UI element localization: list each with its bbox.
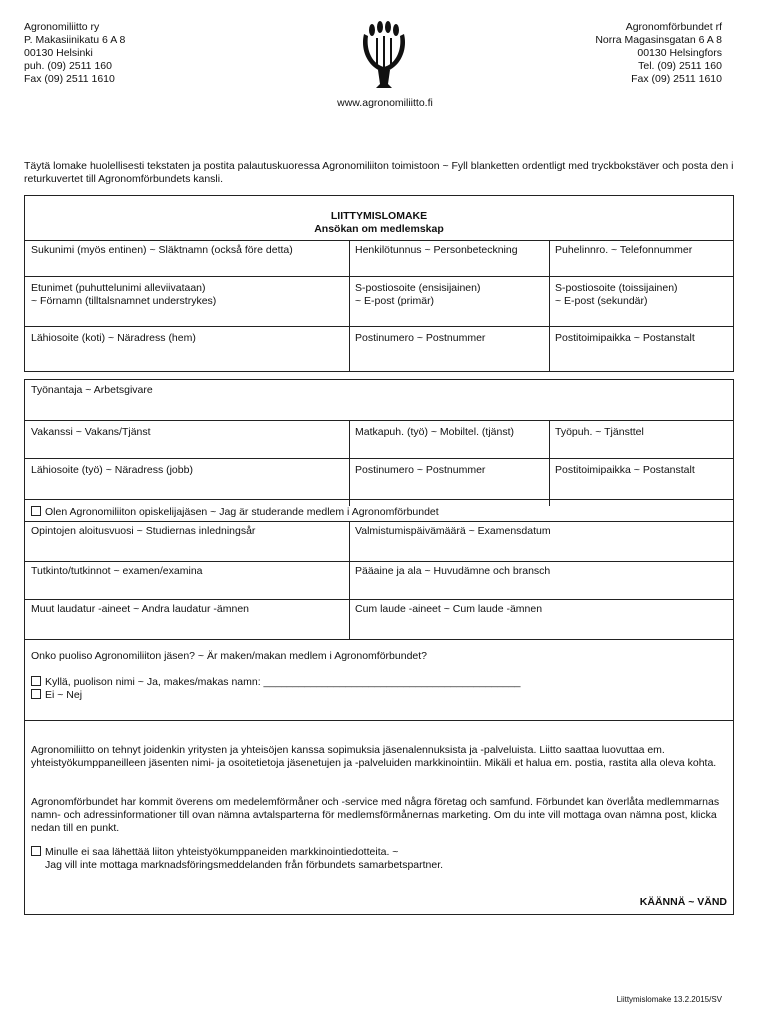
postoffice-label: Postitoimipaikka ~ Postanstalt — [555, 332, 695, 344]
lyre-logo-icon — [358, 20, 410, 92]
secondary-email-label: S-postiosoite (toissijainen) — [555, 282, 678, 294]
sender-address-sv — [595, 21, 722, 86]
degree-label: Tutkinto/tutkinnot ~ examen/examina — [31, 565, 203, 577]
website-link[interactable]: www.agronomiliitto.fi — [337, 97, 433, 109]
street-sv: Norra Magasinsgatan 6 A 8 — [595, 34, 722, 46]
primary-email-label: S-postiosoite (ensisijainen) — [355, 282, 481, 294]
personal-info-section — [24, 195, 734, 372]
marketing-text-sv: Agronomförbundet har kommit överens om medelemförmåner och -service med några företag och samfund. Förbundet kan överlåta medlemmarnas namn- och adressinformationer till ovan nämna avtalsparterna för medlemsförmånernas marketing. Om du inte vill mottaga ovan nämna post, klicka nedan till en punkt. — [31, 796, 720, 834]
postcode-label: Postinumero ~ Postnummer — [355, 332, 486, 344]
phone-sv: Tel. (09) 2511 160 — [638, 60, 722, 72]
fax-fi: Fax (09) 2511 1610 — [24, 73, 115, 85]
spouse-no-label: Ei ~ Nej — [45, 689, 83, 701]
employer-label: Työnantaja ~ Arbetsgivare — [31, 384, 153, 396]
employer-field[interactable] — [25, 380, 733, 420]
marketing-optout-label: Minulle ei saa lähettää liiton yhteistyökumppaneiden markkinointiedotteita. ~ — [45, 846, 399, 858]
employment-section — [24, 379, 734, 915]
form-version: Liittymislomake 13.2.2015/SV — [616, 995, 722, 1004]
position-field[interactable] — [25, 422, 349, 460]
secondary-email-label-sv: ~ E-post (sekundär) — [555, 295, 648, 307]
major-field[interactable] — [349, 561, 733, 599]
home-address-label: Lähiosoite (koti) ~ Näradress (hem) — [31, 332, 196, 344]
work-mobile-label: Matkapuh. (työ) ~ Mobiltel. (tjänst) — [355, 426, 515, 438]
secondary-email-field[interactable] — [549, 278, 733, 318]
divider — [25, 276, 733, 277]
primary-email-label-sv: ~ E-post (primär) — [355, 295, 435, 307]
form-title-text: LIITTYMISLOMAKE — [330, 210, 428, 222]
cum-laude-field[interactable] — [349, 599, 733, 639]
org-name-fi: Agronomiliitto ry — [24, 21, 100, 33]
instructions: Täytä lomake huolellisesti tekstaten ja postita palautuskuoressa Agronomiliiton toimistoon ~ Fyll blanketten ordentligt med tryckbokstäver och posta den i returkuvertet till Agronomförbundets kansli. — [24, 160, 734, 185]
work-address-label: Lähiosoite (työ) ~ Näradress (jobb) — [31, 464, 193, 476]
marketing-optout-checkbox[interactable] — [31, 846, 41, 856]
marketing-optout-row[interactable] — [31, 846, 725, 872]
position-label: Vakanssi ~ Vakans/Tjänst — [31, 426, 151, 438]
student-member-label: Olen Agronomiliiton opiskelijajäsen ~ Jag är studerande medlem i Agronomförbundet — [45, 506, 439, 518]
major-label: Pääaine ja ala ~ Huvudämne och bransch — [355, 565, 551, 577]
org-name-sv: Agronomförbundet rf — [625, 21, 722, 33]
spouse-yes-checkbox[interactable] — [31, 676, 41, 686]
city-sv: 00130 Helsingfors — [637, 47, 722, 59]
phone-fi: puh. (09) 2511 160 — [24, 60, 112, 72]
home-address-field[interactable] — [25, 328, 349, 368]
primary-email-field[interactable] — [349, 278, 549, 318]
form-title — [25, 206, 733, 240]
study-start-field[interactable] — [25, 521, 349, 561]
study-start-label: Opintojen aloitusvuosi ~ Studiernas inledningsår — [31, 525, 256, 537]
spouse-yes-row[interactable] — [31, 676, 725, 689]
spouse-no-row[interactable] — [31, 689, 725, 702]
work-mobile-field[interactable] — [349, 422, 549, 460]
work-postcode-label: Postinumero ~ Postnummer — [355, 464, 486, 476]
other-laudatur-label: Muut laudatur -aineet ~ Andra laudatur -ämnen — [31, 603, 250, 615]
graduation-date-field[interactable] — [349, 521, 733, 561]
city-fi: 00130 Helsinki — [24, 47, 93, 59]
student-member-checkbox[interactable] — [31, 506, 41, 516]
ssn-label: Henkilötunnus ~ Personbeteckning — [355, 244, 518, 256]
spouse-no-checkbox[interactable] — [31, 689, 41, 699]
divider — [25, 499, 733, 500]
fax-sv: Fax (09) 2511 1610 — [631, 73, 722, 85]
spouse-yes-label: Kyllä, puolison nimi ~ Ja, makes/makas namn: ____________________________________________ — [45, 676, 521, 688]
firstnames-field[interactable] — [25, 278, 349, 318]
firstnames-label: Etunimet (puhuttelunimi alleviivataan) — [31, 282, 206, 294]
sender-address-fi — [24, 21, 125, 86]
cum-laude-label: Cum laude -aineet ~ Cum laude -ämnen — [355, 603, 543, 615]
divider — [25, 720, 733, 721]
marketing-optout-label-sv: Jag vill inte mottaga marknadsföringsmeddelanden från förbundets samarbetspartner. — [45, 859, 444, 871]
work-phone-field[interactable] — [549, 422, 733, 460]
other-laudatur-field[interactable] — [25, 599, 349, 639]
postcode-field[interactable] — [349, 328, 549, 368]
firstnames-label-sv: ~ Förnamn (tilltalsnamnet understrykes) — [31, 295, 217, 307]
divider — [25, 458, 733, 459]
street-fi: P. Makasiinikatu 6 A 8 — [24, 34, 126, 46]
form-subtitle: Ansökan om medlemskap — [314, 223, 444, 235]
spouse-question: Onko puoliso Agronomiliiton jäsen? ~ Är maken/makan medlem i Agronomförbundet? — [31, 650, 428, 662]
phone-label: Puhelinnro. ~ Telefonnummer — [555, 244, 693, 256]
divider — [25, 639, 733, 640]
divider — [25, 420, 733, 421]
marketing-text-fi: Agronomiliitto on tehnyt joidenkin yritysten ja yhteisöjen kanssa sopimuksia jäsenalennuksista ja -palveluista. Liitto saattaa luovuttaa em. yhteistyökumppaneilleen jäsenten nimi- ja osoitetietoja jäsenetujen ja -palveluiden markkinointiin. Mikäli et halua em. postia, rastita alla oleva kohta. — [31, 744, 717, 769]
graduation-date-label: Valmistumispäivämäärä ~ Examensdatum — [355, 525, 551, 537]
divider — [25, 326, 733, 327]
postoffice-field[interactable] — [549, 328, 733, 368]
surname-label: Sukunimi (myös entinen) ~ Släktnamn (också före detta) — [31, 244, 293, 256]
degree-field[interactable] — [25, 561, 349, 599]
work-phone-label: Työpuh. ~ Tjänsttel — [555, 426, 644, 438]
turn-page-note: KÄÄNNÄ ~ VÄND — [639, 896, 727, 908]
work-postoffice-label: Postitoimipaikka ~ Postanstalt — [555, 464, 695, 476]
